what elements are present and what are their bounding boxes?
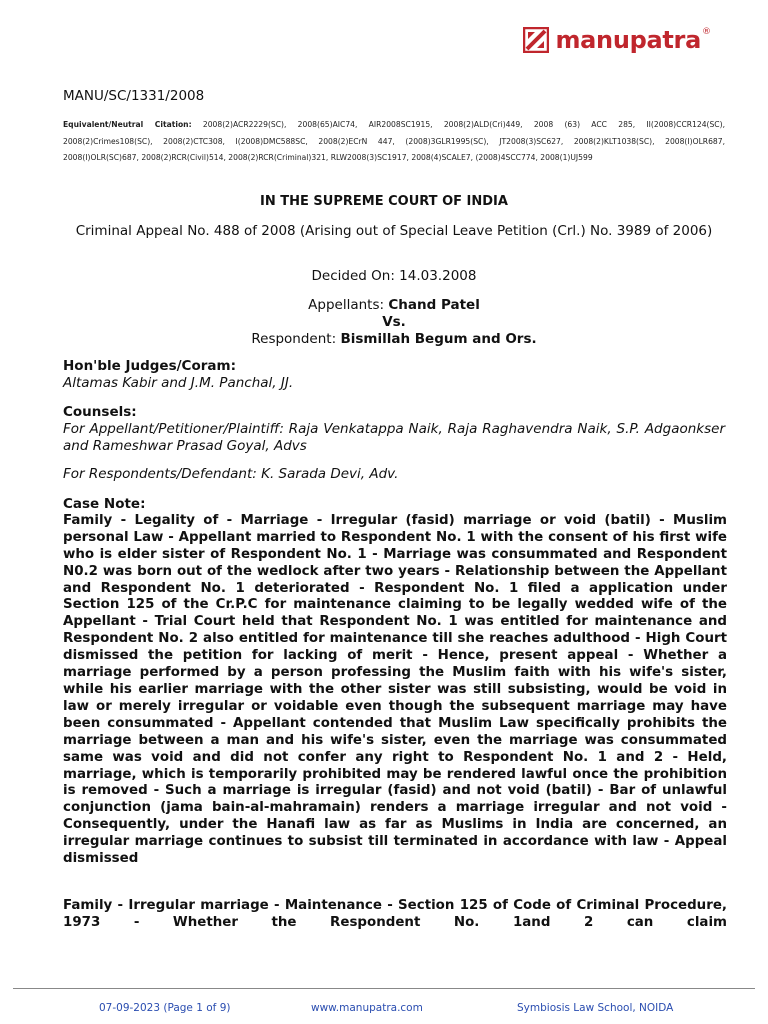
footer-divider <box>13 988 755 989</box>
citation-list: 2008(2)ACR2229(SC), 2008(65)AIC74, AIR2008SC1915, 2008(2)ALD(Cri)449, 2008 (63) ACC 285, II(2008)CCR124(SC), 2008(2)Crimes108(SC), 2008(2)CTC308, I(2008)DMC588SC, 2008(2)ECrN 447, (2008)3GLR1995(SC), JT2008(3)SC627, 2008(2)KLT1038(SC), 2008(I)OLR687, 2008(I)OLR(SC)687, 2008(2)RCR(Civil)514, 2008(2)RCR(Criminal)321, RLW2008(3)SC1917, 2008(4)SCALE7, (2008)4SCC774, 2008(1)UJ599 <box>63 120 725 162</box>
citation-label: Equivalent/Neutral Citation: <box>63 120 192 129</box>
case-note-section <box>63 496 727 868</box>
brand-name: manupatra <box>555 26 701 54</box>
footer-date-page: 07-09-2023 (Page 1 of 9) <box>99 1002 231 1014</box>
respondent-label: Respondent: <box>251 331 337 347</box>
counsels-section <box>63 404 725 455</box>
counsel-appellant: For Appellant/Petitioner/Plaintiff: Raja Venkatappa Naik, Raja Raghavendra Naik, S.P. Adgaonkser and Rameshwar Prasad Goyal, Advs <box>63 421 725 454</box>
judges-section <box>63 358 725 392</box>
parties-block <box>0 297 768 348</box>
judges-heading: Hon'ble Judges/Coram: <box>63 358 236 374</box>
court-name: IN THE SUPREME COURT OF INDIA <box>260 194 508 209</box>
case-note-paragraph-2: Family - Irregular marriage - Maintenance - Section 125 of Code of Criminal Procedure, 1973 - Whether the Respondent No. 1and 2 can claim <box>63 898 727 930</box>
judges-names: Altamas Kabir and J.M. Panchal, JJ. <box>63 375 294 391</box>
decided-date: Decided On: 14.03.2008 <box>311 268 477 284</box>
respondent-line <box>0 331 768 348</box>
respondent-name: Bismillah Begum and Ors. <box>340 331 537 347</box>
manupatra-logo <box>523 22 711 58</box>
manupatra-logo-icon <box>523 27 549 53</box>
versus-label: Vs. <box>382 314 406 330</box>
citations-block <box>63 117 725 167</box>
counsels-heading: Counsels: <box>63 404 137 420</box>
appeal-number: Criminal Appeal No. 488 of 2008 (Arising out of Special Leave Petition (Crl.) No. 3989 of 2006) <box>75 223 713 239</box>
footer-institution: Symbiosis Law School, NOIDA <box>517 1002 674 1014</box>
case-note-paragraph-1: Family - Legality of - Marriage - Irregular (fasid) marriage or void (batil) - Muslim personal Law - Appellant married to Respondent No. 1 with the consent of his first wife who is elder sister of Respondent No. 1 - Marriage was consummated and Respondent N0.2 was born out of the wedlock after two years - Relationship between the Appellant and Respondent No. 1 deteriorated - Respondent No. 1 filed a application under Section 125 of the Cr.P.C for maintenance claiming to be legally wedded wife of the Appellant - Trial Court held that Respondent No. 1 was entitled for maintenance and Respondent No. 2 also entitled for maintenance till she reaches adulthood - High Court dismissed the petition for lacking of merit - Hence, present appeal - Whether a marriage performed by a person professing the Muslim faith with his wife's sister, while his earlier marriage with the other sister was still subsisting, would be void in law or merely irregular or voidable even though the subsequent marriage may have been consummated - Appellant contended that Muslim Law specifically prohibits the marriage between a man and his wife's sister, even the marriage was consummated same was void and did not confer any right to Respondent No. 1 and 2 - Held, marriage, which is temporarily prohibited may be rendered lawful once the prohibition is removed - Such a marriage is irregular (fasid) and not void (batil) - Bar of unlawful conjunction (jama bain-al-mahramain) renders a marriage irregular and not void - Consequently, under the Hanafi law as far as Muslims in India are concerned, an irregular marriage continues to subsist till terminated in accordance with law - Appeal dismissed <box>63 512 727 867</box>
case-note-heading: Case Note: <box>63 496 146 512</box>
counsel-respondent: For Respondents/Defendant: K. Sarada Devi, Adv. <box>63 466 399 482</box>
footer-site-link[interactable]: www.manupatra.com <box>311 1002 423 1014</box>
appellants-line <box>0 297 768 314</box>
manu-id: MANU/SC/1331/2008 <box>63 88 205 104</box>
appellants-name: Chand Patel <box>388 297 480 313</box>
registered-mark: ® <box>702 27 711 37</box>
appellants-label: Appellants: <box>308 297 385 313</box>
